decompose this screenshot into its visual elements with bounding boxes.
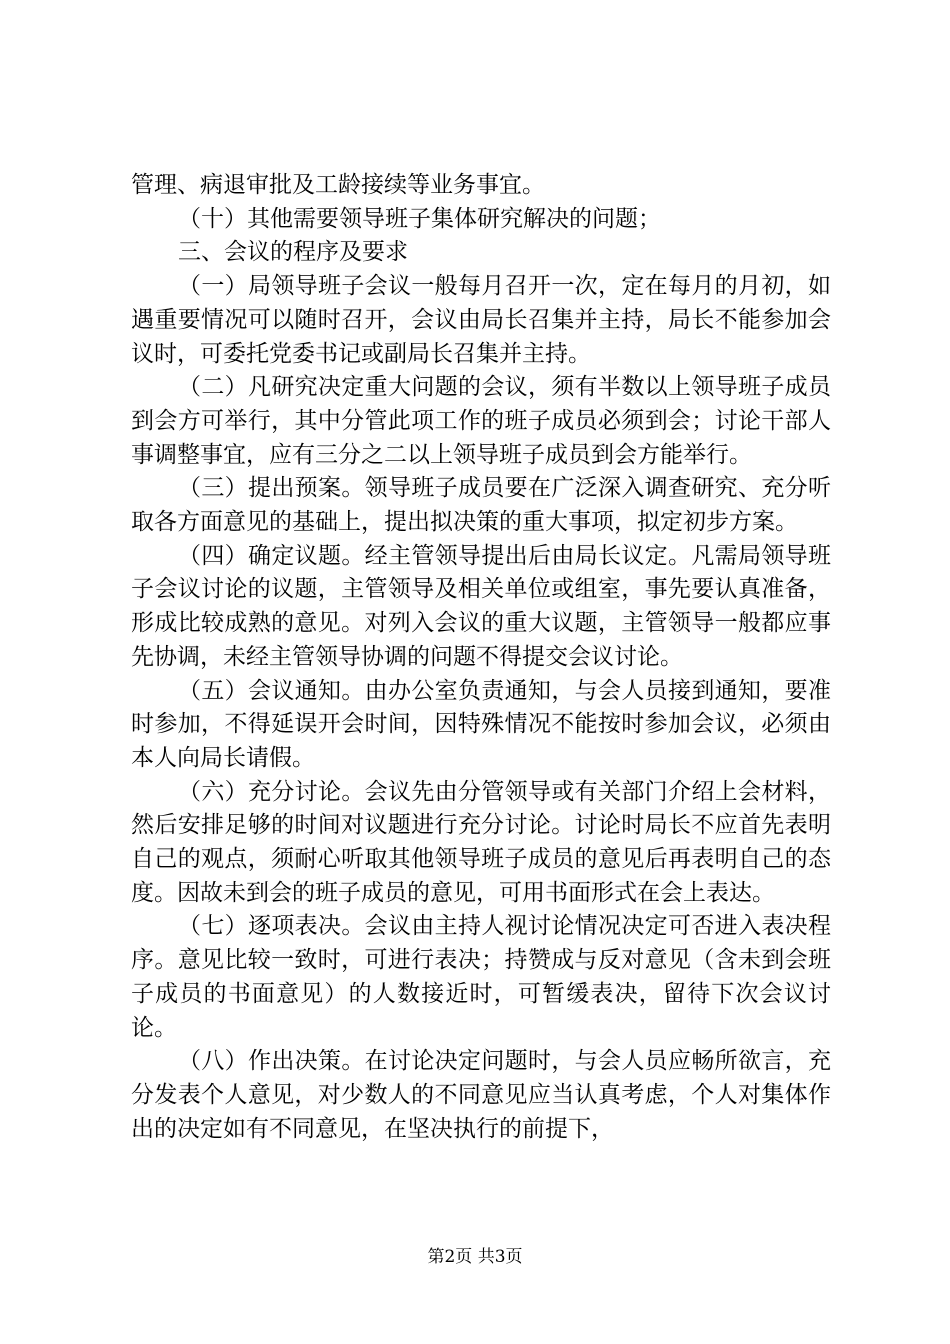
paragraph-1: 管理、病退审批及工龄接续等业务事宜。 (131, 172, 545, 198)
paragraph-8: （五）会议通知。由办公室负责通知，与会人员接到通知，要准时参加，不得延误开会时间，因特殊情况不能按时参加会议，必须由本人向局长请假。 (131, 677, 831, 771)
paragraph-10: （七）逐项表决。会议由主持人视讨论情况决定可否进入表决程序。意见比较一致时，可进行表决；持赞成与反对意见（含未到会班子成员的书面意见）的人数接近时，可暂缓表决，留待下次会议讨论。 (131, 913, 831, 1041)
paragraph-2: （十）其他需要领导班子集体研究解决的问题； (178, 205, 661, 232)
document-body (131, 169, 831, 1146)
paragraph-5: （二）凡研究决定重大问题的会议，须有半数以上领导班子成员到会方可举行，其中分管此项工作的班子成员必须到会；讨论干部人事调整事宜，应有三分之二以上领导班子成员到会方能举行。 (131, 374, 831, 468)
paragraph-11: （八）作出决策。在讨论决定问题时，与会人员应畅所欲言，充分发表个人意见，对少数人的不同意见应当认真考虑，个人对集体作出的决定如有不同意见，在坚决执行的前提下， (131, 1048, 831, 1142)
section-heading: 三、会议的程序及要求 (178, 239, 408, 266)
page-number: 第2页 共3页 (427, 1247, 523, 1267)
page-footer (0, 1246, 950, 1268)
paragraph-6: （三）提出预案。领导班子成员要在广泛深入调查研究、充分听取各方面意见的基础上，提出拟决策的重大事项，拟定初步方案。 (131, 475, 831, 536)
paragraph-4: （一）局领导班子会议一般每月召开一次，定在每月的月初，如遇重要情况可以随时召开，会议由局长召集并主持，局长不能参加会议时，可委托党委书记或副局长召集并主持。 (131, 273, 831, 367)
paragraph-7: （四）确定议题。经主管领导提出后由局长议定。凡需局领导班子会议讨论的议题，主管领导及相关单位或组室，事先要认真准备，形成比较成熟的意见。对列入会议的重大议题，主管领导一般都应事先协调，未经主管领导协调的问题不得提交会议讨论。 (131, 542, 831, 670)
paragraph-9: （六）充分讨论。会议先由分管领导或有关部门介绍上会材料，然后安排足够的时间对议题进行充分讨论。讨论时局长不应首先表明自己的观点，须耐心听取其他领导班子成员的意见后再表明自己的态度。因故未到会的班子成员的意见，可用书面形式在会上表达。 (131, 778, 831, 906)
